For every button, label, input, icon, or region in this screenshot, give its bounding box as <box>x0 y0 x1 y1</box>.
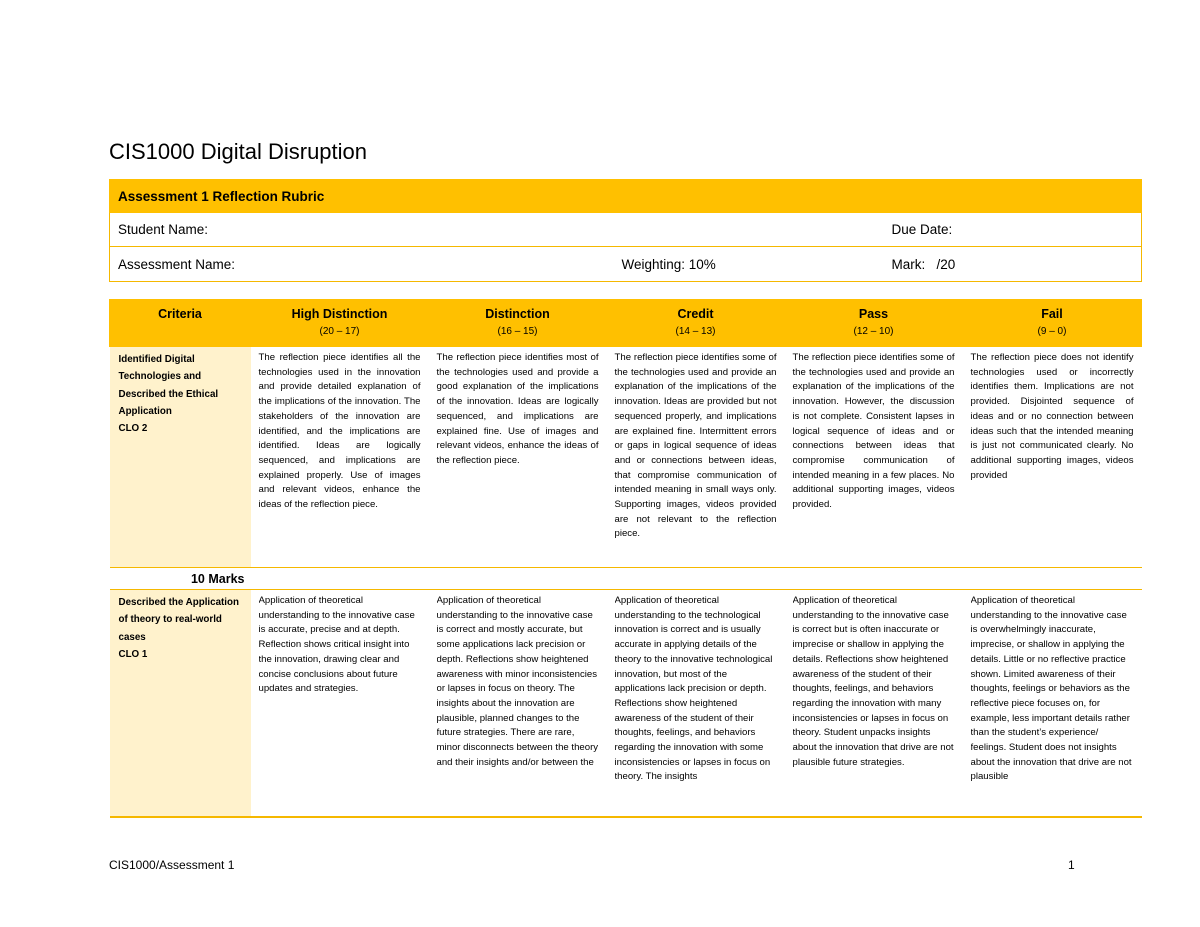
criterion-cell <box>110 590 251 818</box>
marks-label: 10 Marks <box>110 568 251 590</box>
descriptor-cell: The reflection piece identifies most of the technologies used and provide a good explanation of the implications of the innovation. Ideas are logically sequenced, and implications are explained fine. Use of images and relevant videos, enhance the ideas of the reflection piece. <box>429 347 607 568</box>
assessment-info-table <box>109 179 1142 282</box>
header-fail: Fail (9 – 0) <box>963 300 1142 347</box>
descriptor-cell: Application of theoretical understanding to the innovative case is correct and mostly accurate, but some applications lack precision or depth. Reflections show heightened awareness with minor inconsistencies or lapses in focus on theory. The insights about the innovation are plausible, planned changes to the future strategies. There are rare, minor disconnects between the theory and their insights and/or between the <box>429 590 607 818</box>
mark-field <box>884 247 1142 282</box>
weighting-label: Weighting: 10% <box>614 247 884 282</box>
criterion-text: Described the Application of theory to real-world cases <box>118 597 239 643</box>
descriptor-cell: Application of theoretical understanding to the innovative case is accurate, precise and at depth. Reflection shows critical insight into the innovation, drawing clear and concise conclusions about future updates and strategies. <box>251 590 429 818</box>
descriptor-cell: The reflection piece does not identify technologies used or incorrectly identifies them. Implications are not provided. Disjointed sequence of ideas and or no connection between ideas such that the intended meaning is just not communicated clearly. No additional supporting images, videos provided <box>963 347 1142 568</box>
mark-label: Mark: <box>891 256 926 272</box>
descriptor-cell: Application of theoretical understanding to the innovative case is overwhelmingly inaccurate, imprecise, or shallow in applying the details. Little or no reflective practice shown. Limited awareness of their thoughts, feelings or behaviors as the reflective piece focuses on, for example, less important details rather than the student’s experience/ feelings. Student does not insights about the innovation that drive are not plausible <box>963 590 1142 818</box>
criterion-text: Identified Digital Technologies and Described the Ethical Application <box>118 354 219 417</box>
document-title: CIS1000 Digital Disruption <box>109 139 368 164</box>
descriptor-cell: The reflection piece identifies some of the technologies used and provide an explanation of the implications of the innovation. However, the discussion is not complete. Consistent lapses in logical sequence of ideas and or connections between ideas that compromise communication of intended meaning in a few places. No additional supporting images, videos provided. <box>785 347 963 568</box>
mark-total: /20 <box>936 256 956 272</box>
descriptor-cell: Application of theoretical understanding to the technological innovation is correct and is usually accurate in applying details of the theory to the innovative technological innovation, but most of the applications lack precision or depth. Reflections show heightened awareness of the student of their thoughts, feelings, and behaviors regarding the innovation with some inconsistencies or lapses in focus on theory. The insights <box>607 590 785 818</box>
header-high-distinction: High Distinction (20 – 17) <box>251 300 429 347</box>
footer-label: CIS1000/Assessment 1 <box>109 858 235 872</box>
rubric-title: Assessment 1 Reflection Rubric <box>110 180 1142 213</box>
header-pass: Pass (12 – 10) <box>785 300 963 347</box>
descriptor-cell: The reflection piece identifies some of the technologies used and provide an explanation of the implications of the innovation. Ideas are provided but not sequenced properly, and implications are explained fine. Intermittent errors or gaps in logical sequence of ideas and or connections between ideas, that compromise communication of intended meaning in small ways only. Supporting images, videos provided are not relevant to the reflection piece. <box>607 347 785 568</box>
criterion-cell <box>110 347 251 568</box>
rubric-row <box>110 590 1142 818</box>
criterion-clo: CLO 1 <box>118 648 148 660</box>
student-name-label: Student Name: <box>110 213 884 247</box>
header-credit: Credit (14 – 13) <box>607 300 785 347</box>
assessment-name-label: Assessment Name: <box>110 247 614 282</box>
due-date-label: Due Date: <box>884 213 1142 247</box>
rubric-row <box>110 347 1142 568</box>
rubric-table <box>109 299 1142 818</box>
criterion-clo: CLO 2 <box>118 423 148 435</box>
descriptor-cell: Application of theoretical understanding to the innovative case is correct but is often inaccurate or imprecise or shallow in applying the details. Reflections show heightened awareness of the student of their thoughts, feelings, and behaviors regarding the innovation with many inconsistencies or lapses in focus on theory. Student unpacks insights about the innovation that drive are not plausible future strategies. <box>785 590 963 818</box>
header-distinction: Distinction (16 – 15) <box>429 300 607 347</box>
header-criteria: Criteria <box>110 300 251 347</box>
marks-row <box>110 568 1142 590</box>
page-number: 1 <box>1068 858 1075 872</box>
descriptor-cell: The reflection piece identifies all the technologies used in the innovation and provide detailed explanation of the implications of the innovation. The stakeholders of the innovation are identified, and the implications are identified. Ideas are logically sequenced, and implications are explained properly. Use of images and relevant videos, enhance the ideas of the reflection piece. <box>251 347 429 568</box>
